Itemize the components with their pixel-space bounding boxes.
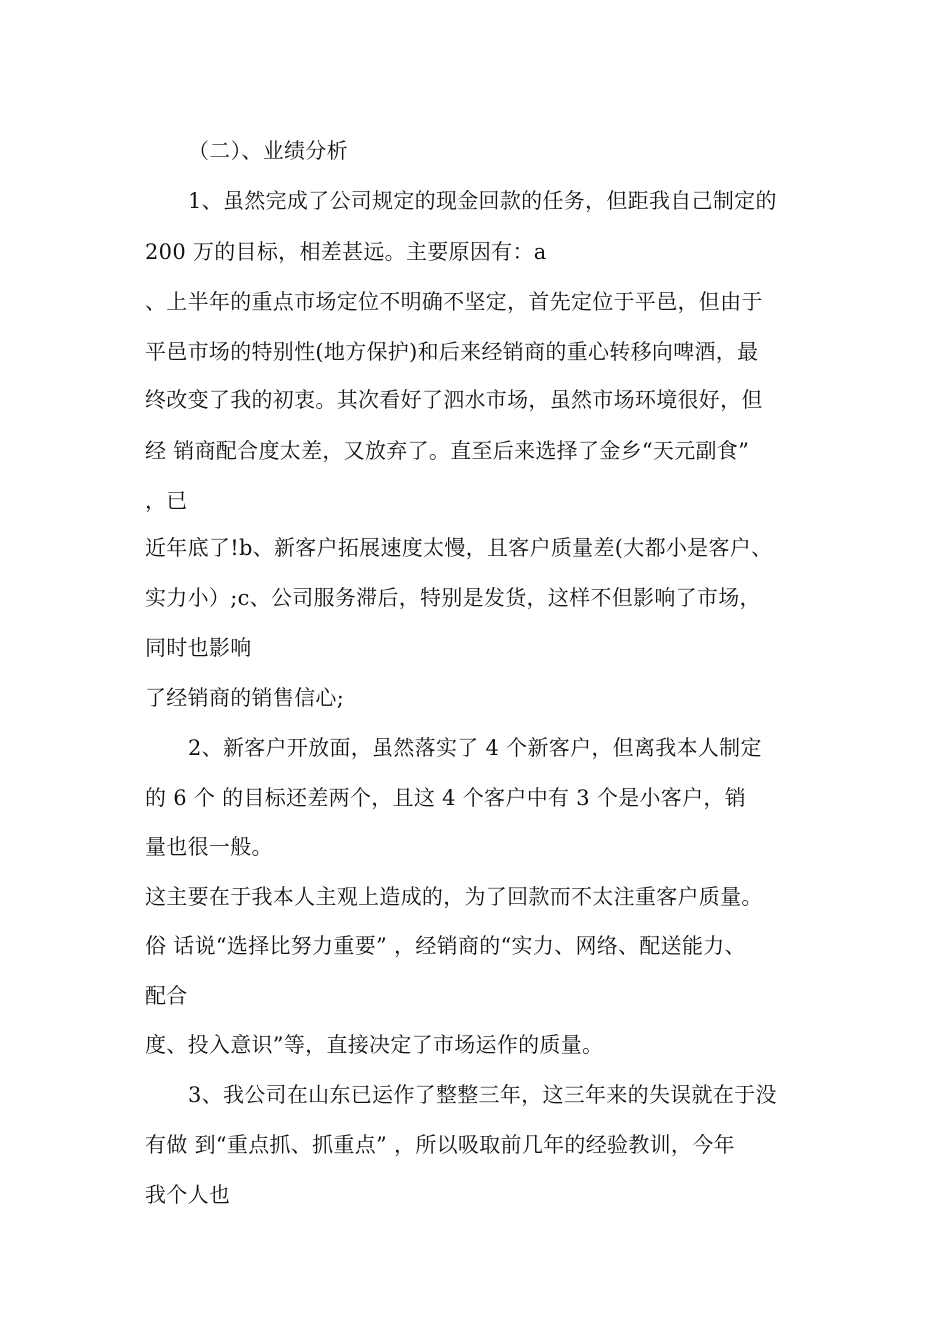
- paragraph-line: 俗 话说“选择比努力重要” ，经销商的“实力、网络、配送能力、: [145, 934, 746, 958]
- paragraph-line: 终改变了我的初衷。其次看好了泗水市场，虽然市场环境很好，但: [145, 388, 763, 412]
- paragraph-line: 经 销商配合度太差，又放弃了。直至后来选择了金乡“天元副食”: [145, 439, 750, 463]
- paragraph-line: 200 万的目标，相差甚远。主要原因有：a: [145, 240, 547, 264]
- paragraph-line: 2、新客户开放面，虽然落实了 4 个新客户，但离我本人制定: [188, 736, 762, 760]
- paragraph-line: 近年底了!b、新客户拓展速度太慢，且客户质量差(大都小是客户、: [145, 536, 773, 560]
- paragraph-line: 实力小）;c、公司服务滞后，特别是发货，这样不但影响了市场，: [145, 586, 761, 610]
- paragraph-line: ，已: [145, 489, 188, 513]
- paragraph-line: 平邑市场的特别性(地方保护)和后来经销商的重心转移向啤酒，最: [145, 340, 759, 364]
- paragraph-line: 、上半年的重点市场定位不明确不坚定，首先定位于平邑，但由于: [145, 290, 763, 314]
- paragraph-line: 我个人也: [145, 1183, 231, 1207]
- paragraph-line: 1、虽然完成了公司规定的现金回款的任务，但距我自己制定的: [188, 189, 777, 213]
- paragraph-line: 同时也影响: [145, 636, 252, 660]
- paragraph-line: 量也很一般。: [145, 835, 273, 859]
- section-heading: （二）、业绩分析: [188, 139, 348, 163]
- paragraph-line: 这主要在于我本人主观上造成的，为了回款而不太注重客户质量。: [145, 885, 763, 909]
- paragraph-line: 有做 到“重点抓、抓重点” ，所以吸取前几年的经验教训，今年: [145, 1133, 735, 1157]
- paragraph-line: 的 6 个 的目标还差两个，且这 4 个客户中有 3 个是小客户，销: [145, 786, 747, 810]
- paragraph-line: 配合: [145, 984, 188, 1008]
- paragraph-line: 度、投入意识”等，直接决定了市场运作的质量。: [145, 1033, 604, 1057]
- paragraph-line: 3、我公司在山东已运作了整整三年，这三年来的失误就在于没: [188, 1083, 777, 1107]
- paragraph-line: 了经销商的销售信心;: [145, 686, 345, 710]
